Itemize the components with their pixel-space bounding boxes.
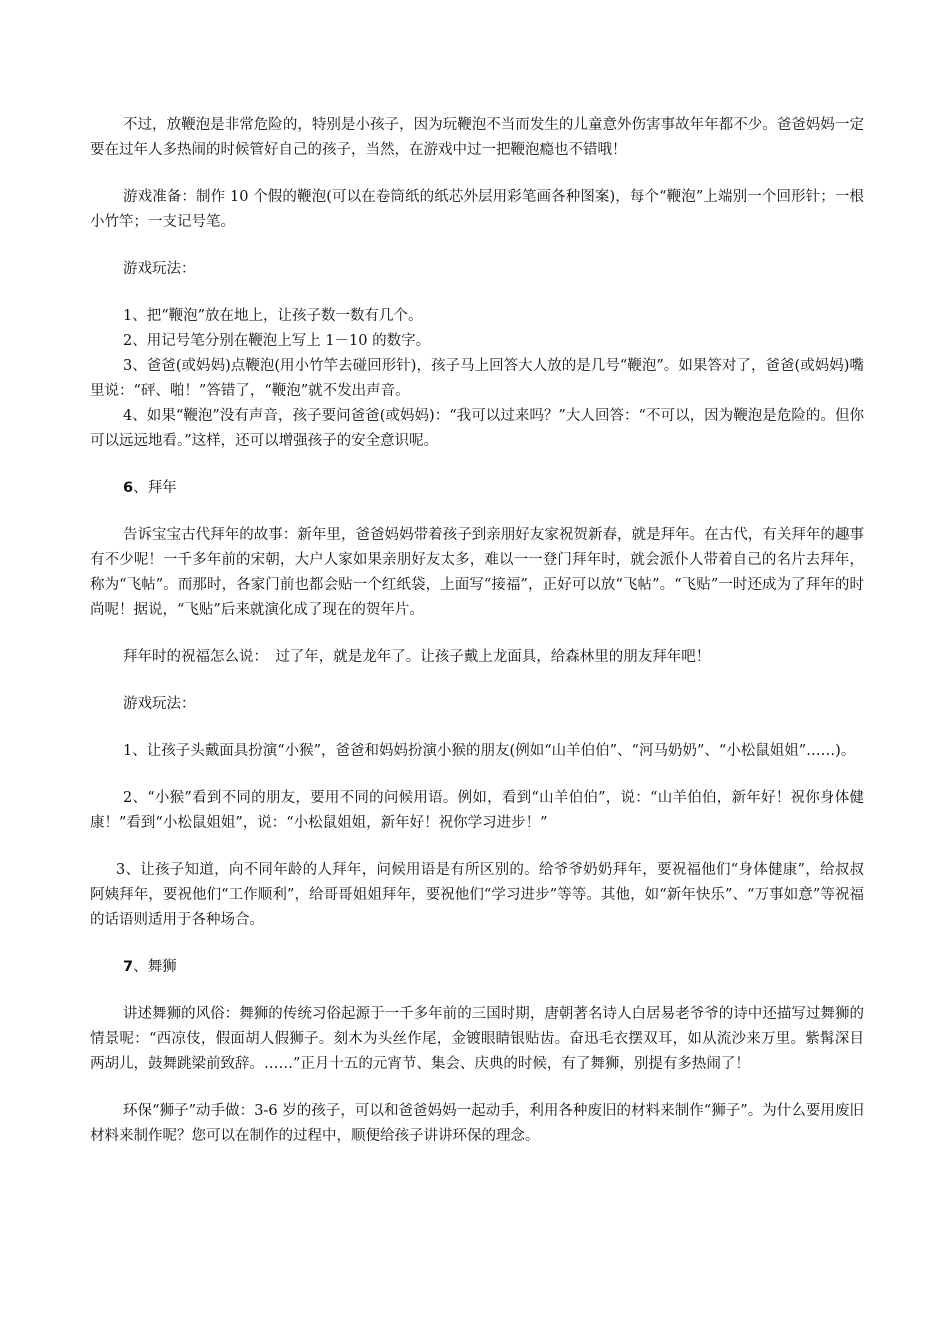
section-heading-new-year-visit xyxy=(90,476,864,501)
list-item-visit-step-1: 1、让孩子头戴面具扮演“小猴”，爸爸和妈妈扮演小猴的朋友(例如“山羊伯伯”、“河马奶奶”、“小松鼠姐姐”……)。 xyxy=(123,743,856,759)
section-number: 7 xyxy=(123,959,134,975)
paragraph-new-year-visit-story: 告诉宝宝古代拜年的故事：新年里，爸爸妈妈带着孩子到亲朋好友家祝贺新春，就是拜年。在古代，有关拜年的趣事有不少呢！一千多年前的宋朝，大户人家如果亲朋好友太多，难以一一登门拜年时，就会派仆人带着自己的名片去拜年，称为“飞帖”。而那时，各家门前也都会贴一个红纸袋，上面写“接福”，正好可以放“飞帖”。“飞贴”一时还成为了拜年的时尚呢！据说，“飞贴”后来就演化成了现在的贺年片。 xyxy=(90,527,864,618)
section-title: 、拜年 xyxy=(133,480,177,496)
list-item-step-1: 1、把“鞭泡”放在地上，让孩子数一数有几个。 xyxy=(123,308,423,324)
paragraph-game-rules-label: 游戏玩法： xyxy=(123,261,196,277)
list-item-visit-step-3: 3、让孩子知道，向不同年龄的人拜年，问候用语是有所区别的。给爷爷奶奶拜年，要祝福他们“身体健康”，给叔叔阿姨拜年，要祝他们“工作顺利”，给哥哥姐姐拜年，要祝他们“学习进步”等等。其他，如“新年快乐”、“万事如意”等祝福的话语则适用于各种场合。 xyxy=(90,862,864,928)
paragraph-blessing-intro: 拜年时的祝福怎么说： 过了年，就是龙年了。让孩子戴上龙面具，给森林里的朋友拜年吧！ xyxy=(123,649,711,665)
section-title: 、舞狮 xyxy=(133,959,177,975)
list-item-step-3: 3、爸爸(或妈妈)点鞭泡(用小竹竿去碰回形针)，孩子马上回答大人放的是几号“鞭泡”。如果答对了，爸爸(或妈妈)嘴里说：“砰、啪！”答错了，“鞭泡”就不发出声音。 xyxy=(90,358,864,399)
list-item-visit-step-2: 2、“小猴”看到不同的朋友，要用不同的问候用语。例如，看到“山羊伯伯”，说：“山羊伯伯，新年好！祝你身体健康！”看到“小松鼠姐姐”，说：“小松鼠姐姐，新年好！祝你学习进步！” xyxy=(90,790,864,831)
paragraph-eco-lion-craft: 环保“狮子”动手做：3-6 岁的孩子，可以和爸爸妈妈一起动手，利用各种废旧的材料来制作“狮子”。为什么要用废旧材料来制作呢？您可以在制作的过程中，顺便给孩子讲讲环保的理念。 xyxy=(90,1103,864,1144)
section-number: 6 xyxy=(123,480,134,496)
paragraph-firecracker-warning: 不过，放鞭泡是非常危险的，特别是小孩子，因为玩鞭泡不当而发生的儿童意外伤害事故年年都不少。爸爸妈妈一定要在过年人多热闹的时候管好自己的孩子，当然，在游戏中过一把鞭泡瘾也不错哦！ xyxy=(90,117,864,158)
paragraph-game-preparation: 游戏准备：制作 10 个假的鞭泡(可以在卷筒纸的纸芯外层用彩笔画各种图案)，每个“鞭泡”上端别一个回形针；一根小竹竿；一支记号笔。 xyxy=(90,189,864,230)
list-item-step-4: 4、如果“鞭泡”没有声音，孩子要问爸爸(或妈妈)：“我可以过来吗？”大人回答：“不可以，因为鞭泡是危险的。但你可以远远地看。”这样，还可以增强孩子的安全意识呢。 xyxy=(90,408,864,449)
document-page xyxy=(90,113,864,1149)
list-item-step-2: 2、用记号笔分别在鞭泡上写上 1－10 的数字。 xyxy=(123,333,431,349)
section-heading-lion-dance xyxy=(90,955,864,980)
paragraph-game-rules-label-2: 游戏玩法： xyxy=(123,696,196,712)
paragraph-lion-dance-custom: 讲述舞狮的风俗：舞狮的传统习俗起源于一千多年前的三国时期，唐朝著名诗人白居易老爷爷的诗中还描写过舞狮的情景呢：“西凉伎，假面胡人假狮子。刻木为头丝作尾，金镀眼睛银贴齿。奋迅毛衣摆双耳，如从流沙来万里。紫髯深目两胡儿，鼓舞跳梁前致辞。……”正月十五的元宵节、集会、庆典的时候，有了舞狮，别提有多热闹了！ xyxy=(90,1006,864,1072)
